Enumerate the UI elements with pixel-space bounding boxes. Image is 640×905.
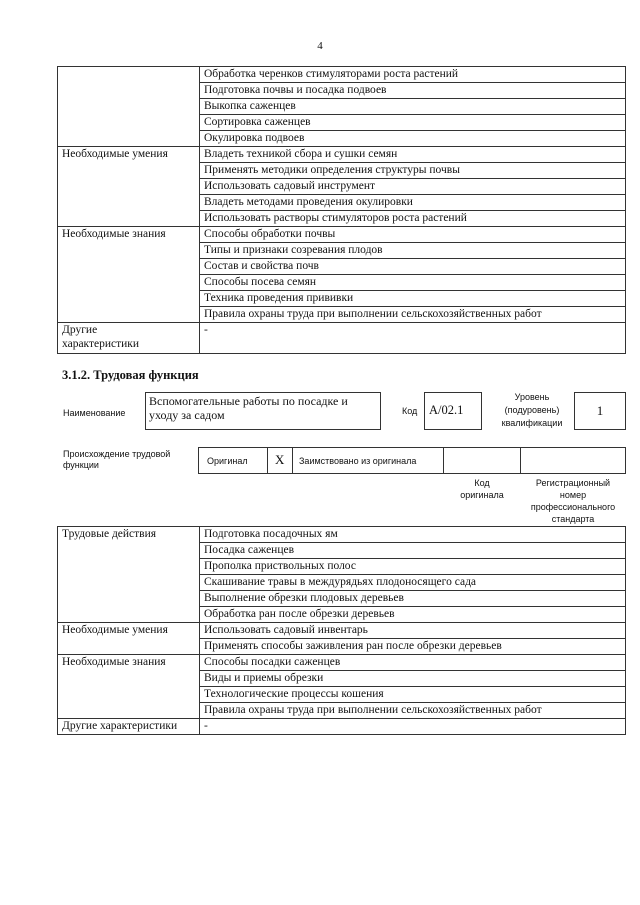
table-cell: Владеть методами проведения окулировки xyxy=(200,195,626,211)
table-cell: Выкопка саженцев xyxy=(200,99,626,115)
other-characteristics-label: Другие характеристики xyxy=(58,719,200,735)
level-label xyxy=(494,391,570,430)
table-cell: Правила охраны труда при выполнении сельскохозяйственных работ xyxy=(200,307,626,323)
level-label-line-2: (подуровень) xyxy=(504,405,560,415)
origin-label-line-2: функции xyxy=(63,460,99,470)
table-row xyxy=(58,227,626,243)
table-row xyxy=(58,67,626,83)
labor-actions-label-cell xyxy=(58,67,200,147)
other-characteristics-value: - xyxy=(200,323,626,354)
code-original-cell xyxy=(443,447,521,474)
other-characteristics-value: - xyxy=(200,719,626,735)
section-heading: 3.1.2. Трудовая функция xyxy=(62,368,199,382)
reg-number-caption xyxy=(520,477,626,525)
table-row xyxy=(58,323,626,354)
level-label-line-1: Уровень xyxy=(514,392,550,402)
top-requirements-table xyxy=(57,66,626,354)
level-box: 1 xyxy=(574,392,626,430)
borrowed-cell xyxy=(292,447,444,474)
table-cell: Владеть техникой сбора и сушки семян xyxy=(200,147,626,163)
borrowed-label: Заимствовано из оригинала xyxy=(299,456,417,466)
reg-caption-line-3: профессионального xyxy=(530,502,616,512)
code-original-caption-line-2: оригинала xyxy=(460,490,504,500)
table-cell: Сортировка саженцев xyxy=(200,115,626,131)
table-cell: Технологические процессы кошения xyxy=(200,687,626,703)
table-cell: Подготовка почвы и посадка подвоев xyxy=(200,83,626,99)
knowledge-label: Необходимые знания xyxy=(58,655,200,719)
skills-label: Необходимые умения xyxy=(58,147,200,227)
original-mark-cell xyxy=(267,447,293,474)
other-characteristics-label xyxy=(58,323,200,354)
original-label: Оригинал xyxy=(207,456,248,466)
table-row xyxy=(58,147,626,163)
table-cell: Использовать садовый инвентарь xyxy=(200,623,626,639)
skills-label: Необходимые умения xyxy=(58,623,200,655)
table-cell: Способы посадки саженцев xyxy=(200,655,626,671)
function-name-box: Вспомогательные работы по посадке и уходу за садом xyxy=(145,392,381,430)
other-label-line-1: Другие xyxy=(62,324,98,336)
bottom-requirements-table xyxy=(57,526,626,735)
other-label-line-2: характеристики xyxy=(62,338,140,350)
name-label: Наименование xyxy=(63,408,126,418)
table-cell: Прополка приствольных полос xyxy=(200,559,626,575)
table-cell: Правила охраны труда при выполнении сельскохозяйственных работ xyxy=(200,703,626,719)
table-row xyxy=(58,655,626,671)
table-row xyxy=(58,527,626,543)
table-cell: Подготовка посадочных ям xyxy=(200,527,626,543)
table-cell: Виды и приемы обрезки xyxy=(200,671,626,687)
code-original-caption-line-1: Код xyxy=(474,478,490,488)
code-original-caption xyxy=(446,477,518,501)
knowledge-label: Необходимые знания xyxy=(58,227,200,323)
table-cell: Техника проведения прививки xyxy=(200,291,626,307)
table-cell: Типы и признаки созревания плодов xyxy=(200,243,626,259)
page-number: 4 xyxy=(317,40,323,52)
origin-label-line-1: Происхождение трудовой xyxy=(63,449,171,459)
table-cell: Скашивание травы в междурядьях плодоносящего сада xyxy=(200,575,626,591)
level-label-line-3: квалификации xyxy=(501,418,563,428)
table-cell: Применять методики определения структуры почвы xyxy=(200,163,626,179)
original-cell xyxy=(198,447,268,474)
table-cell: Способы обработки почвы xyxy=(200,227,626,243)
labor-actions-label: Трудовые действия xyxy=(58,527,200,623)
table-cell: Обработка черенков стимуляторами роста растений xyxy=(200,67,626,83)
table-cell: Выполнение обрезки плодовых деревьев xyxy=(200,591,626,607)
table-cell: Применять способы заживления ран после обрезки деревьев xyxy=(200,639,626,655)
table-cell: Окулировка подвоев xyxy=(200,131,626,147)
table-cell: Использовать садовый инструмент xyxy=(200,179,626,195)
table-row xyxy=(58,623,626,639)
reg-caption-line-2: номер xyxy=(559,490,587,500)
reg-caption-line-4: стандарта xyxy=(551,514,595,524)
original-mark: X xyxy=(275,452,285,467)
table-cell: Посадка саженцев xyxy=(200,543,626,559)
reg-number-cell xyxy=(520,447,626,474)
table-cell: Использовать растворы стимуляторов роста растений xyxy=(200,211,626,227)
table-row xyxy=(58,719,626,735)
code-box: A/02.1 xyxy=(424,392,482,430)
code-label: Код xyxy=(402,406,418,416)
table-cell: Обработка ран после обрезки деревьев xyxy=(200,607,626,623)
origin-label xyxy=(63,449,170,471)
table-cell: Состав и свойства почв xyxy=(200,259,626,275)
reg-caption-line-1: Регистрационный xyxy=(535,478,611,488)
table-cell: Способы посева семян xyxy=(200,275,626,291)
